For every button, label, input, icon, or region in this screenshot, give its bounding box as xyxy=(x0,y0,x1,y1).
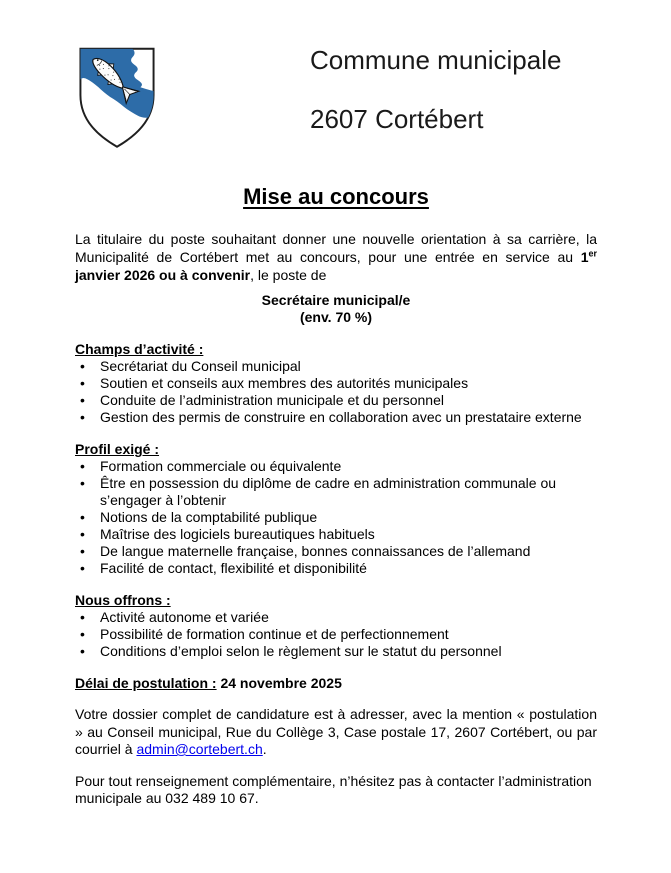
list-item: • Activité autonome et variée xyxy=(100,609,597,626)
application-text-after: . xyxy=(262,741,267,757)
org-block xyxy=(310,45,561,134)
position-block xyxy=(75,292,597,326)
commune-coat-of-arms xyxy=(78,45,156,151)
section-nous-offrons xyxy=(75,591,597,660)
intro-text-after: , le poste de xyxy=(250,267,327,283)
list-item: • Facilité de contact, flexibilité et disponibilité xyxy=(100,560,597,577)
list-item: • Notions de la comptabilité publique xyxy=(100,509,597,526)
list-item: • De langue maternelle française, bonnes connaissances de l’allemand xyxy=(100,543,597,560)
section-champs-activite xyxy=(75,340,597,426)
section-heading: Profil exigé : xyxy=(75,441,160,457)
email-link[interactable]: admin@cortebert.ch xyxy=(136,741,263,757)
page-title xyxy=(75,184,597,210)
list-item: • Formation commerciale ou équivalente xyxy=(100,458,597,475)
application-paragraph xyxy=(75,706,597,759)
champs-list xyxy=(75,358,597,426)
contact-paragraph: Pour tout renseignement complémentaire, n’hésitez pas à contacter l’administration municipale au 032 489 10 67. xyxy=(75,772,592,806)
profil-list xyxy=(75,458,597,577)
deadline-line xyxy=(75,674,597,692)
list-item: • Conditions d’emploi selon le règlement sur le statut du personnel xyxy=(100,643,597,660)
intro-text-before: La titulaire du poste souhaitant donner une nouvelle orientation à sa carrière, la Municipalité de Cortébert met au concours, pour une entrée en service au xyxy=(75,231,597,265)
application-text-before: Votre dossier complet de candidature est à adresser, avec la mention « postulation » au Conseil municipal, Rue du Collège 3, Case postale 17, 2607 Cortébert, ou par courriel à xyxy=(75,706,597,757)
list-item: • Gestion des permis de construire en collaboration avec un prestataire externe xyxy=(100,409,597,426)
start-date-bold: 1er janvier 2026 ou à convenir xyxy=(75,248,597,283)
page-title-text: Mise au concours xyxy=(243,184,429,209)
list-item: • Secrétariat du Conseil municipal xyxy=(100,358,597,375)
position-workload: (env. 70 %) xyxy=(299,309,373,325)
section-heading: Champs d’activité : xyxy=(75,341,204,357)
list-item: • Conduite de l’administration municipale et du personnel xyxy=(100,392,597,409)
deadline-value: 24 novembre 2025 xyxy=(220,675,342,691)
ordinal-superscript: er xyxy=(588,248,597,259)
section-profil-exige xyxy=(75,440,597,577)
section-heading: Nous offrons : xyxy=(75,592,171,608)
offre-list xyxy=(75,609,597,660)
org-locality: 2607 Cortébert xyxy=(310,104,484,134)
document-header xyxy=(75,45,597,152)
position-title: Secrétaire municipal/e xyxy=(261,292,411,308)
deadline-label: Délai de postulation : xyxy=(75,675,217,691)
list-item: • Soutien et conseils aux membres des autorités municipales xyxy=(100,375,597,392)
intro-paragraph xyxy=(75,230,597,284)
list-item: • Être en possession du diplôme de cadre en administration communale ou s’engager à l’obtenir xyxy=(100,475,597,509)
org-name: Commune municipale xyxy=(310,45,562,75)
list-item: • Maîtrise des logiciels bureautiques habituels xyxy=(100,526,597,543)
list-item: • Possibilité de formation continue et de perfectionnement xyxy=(100,626,597,643)
